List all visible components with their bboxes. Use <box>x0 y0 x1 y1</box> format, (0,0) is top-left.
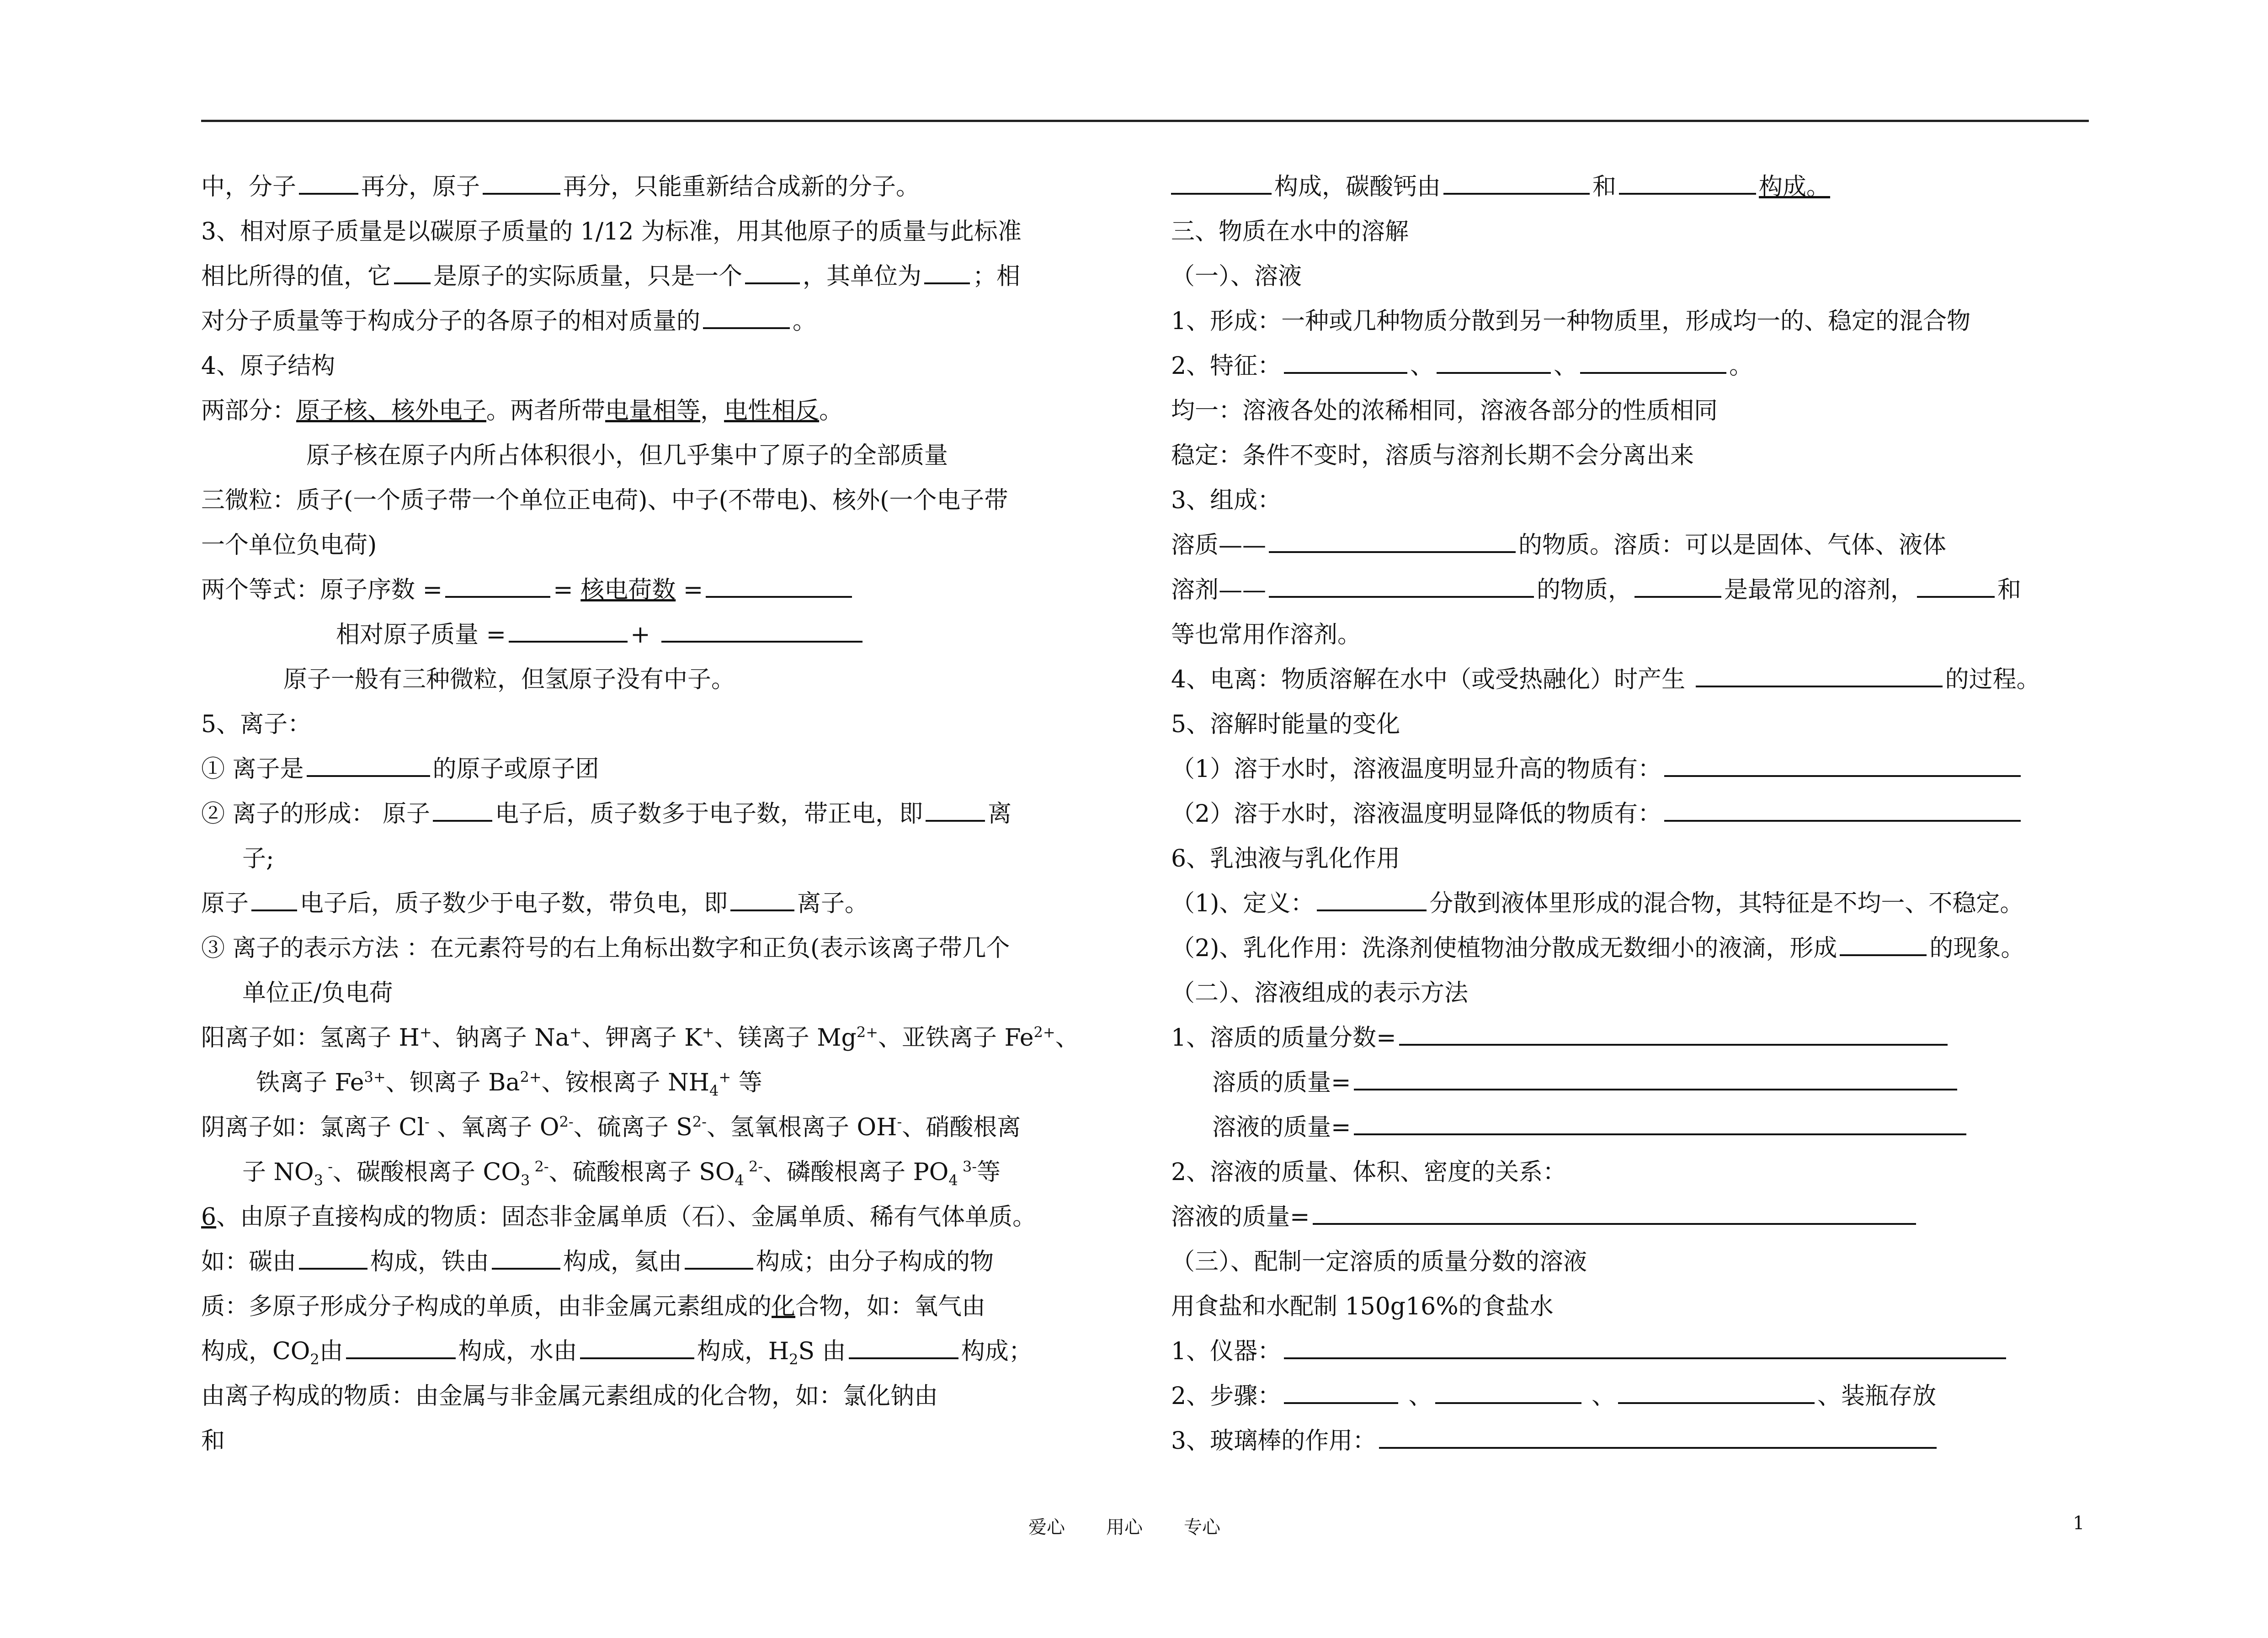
blank <box>1399 1021 1948 1046</box>
anion-examples: 子 $NO_3$ -、碳酸根离子 $CO_3$ $^{2-}$、硫酸根离子 $SO_4$ $^{2-}$、磷酸根离子 $PO_4$ $^{3-}$等 <box>242 1158 1001 1189</box>
blank <box>1354 1066 1957 1090</box>
blank <box>1580 349 1726 374</box>
blank <box>1313 1200 1916 1225</box>
text-line: 三微粒：质子(一个质子带一个单位正电荷)、中子(不带电)、核外(一个电子带 <box>201 487 1008 514</box>
text-line: 等也常用作溶剂。 <box>1171 621 1362 649</box>
blank <box>492 1245 560 1270</box>
blank <box>1284 1335 2006 1359</box>
page-number: 1 <box>2073 1513 2085 1534</box>
text-line: 两个等式：原子序数 = = 核电荷数 = <box>201 568 1129 612</box>
blank <box>1619 170 1756 195</box>
text-line: 单位正/负电荷 <box>242 979 393 1007</box>
text-line: ② 离子的形成： 原子 电子后，质子数多于电子数，带正电，即 离 <box>201 792 1129 836</box>
text-line: 由离子构成的物质：由金属与非金属元素组成的化合物，如：氯化钠由 <box>201 1383 938 1410</box>
blank <box>1437 349 1551 374</box>
text-line: 中，分子 再分，原子 再分，只能重新结合成新的分子。 <box>201 165 1129 209</box>
text-line: 1、仪器： <box>1171 1329 2117 1374</box>
blank <box>1269 573 1534 598</box>
blank <box>1171 170 1272 195</box>
text-line: 相对原子质量 = + <box>201 612 1129 657</box>
blank <box>706 573 852 598</box>
text-line: 对分子质量等于构成分子的各原子的相对质量的 。 <box>201 299 1129 344</box>
section-heading: 3、组成： <box>1171 487 1282 514</box>
text-line: 2、特征： 、 、 。 <box>1171 344 2117 388</box>
text-line: 2、步骤： 、 、 、装瓶存放 <box>1171 1374 2117 1419</box>
blank <box>509 618 628 643</box>
text-line: 原子核在原子内所占体积很小，但几乎集中了原子的全部质量 <box>306 442 948 469</box>
text-line: 子; <box>242 845 274 872</box>
blank <box>1269 528 1516 553</box>
blank <box>394 260 431 284</box>
text-line: 原子 电子后，质子数少于电子数，带负电，即 离子。 <box>201 881 1129 926</box>
blank <box>1317 887 1427 911</box>
text-line: 用食盐和水配制 150g16%的食盐水 <box>1171 1293 1554 1320</box>
blank <box>745 260 800 284</box>
text-line: ③ 离子的表示方法 ：在元素符号的右上角标出数字和正负(表示该离子带几个 <box>201 935 1010 962</box>
blank <box>926 797 985 822</box>
blank <box>1840 931 1927 956</box>
footer-text: 专心 <box>1184 1517 1220 1538</box>
blank <box>924 260 970 284</box>
left-column <box>201 165 1129 1463</box>
section-heading: 6、乳浊液与乳化作用 <box>1171 845 1400 872</box>
blank <box>1443 170 1590 195</box>
section-heading: （三）、配制一定溶质的质量分数的溶液 <box>1171 1248 1587 1276</box>
text-line: 4、电离：物质溶解在水中（或受热融化）时产生 的过程。 <box>1171 657 2117 702</box>
blank <box>1664 797 2021 822</box>
text-line: 构成，$CO_2$由 构成，水由 构成，$H_2S$ 由 构成； <box>201 1329 1129 1374</box>
text-line: （2)、乳化作用：洗涤剂使植物油分散成无数细小的液滴，形成 的现象。 <box>1171 926 2117 971</box>
text-line: 1、形成：一种或几种物质分散到另一种物质里，形成均一的、稳定的混合物 <box>1171 308 1971 335</box>
blank <box>1634 573 1721 598</box>
cation-examples: 铁离子 $Fe^{3+}$、钡离子 $Ba^{2+}$、铵根离子 $NH_4^+$ 等 <box>256 1068 762 1100</box>
blank <box>1435 1379 1581 1404</box>
blank <box>1696 663 1943 687</box>
blank <box>1917 573 1995 598</box>
section-heading: （二）、溶液组成的表示方法 <box>1171 979 1469 1007</box>
blank <box>483 170 560 195</box>
text-line: 3、相对原子质量是以碳原子质量的 1/12 为标准，用其他原子的质量与此标准 <box>201 218 1022 245</box>
blank <box>730 887 794 911</box>
blank <box>346 1335 456 1359</box>
blank <box>703 304 790 329</box>
footer-text: 爱心 <box>1028 1517 1065 1538</box>
text-line: 两部分：原子核、核外电子。两者所带电量相等，电性相反。 <box>201 397 843 425</box>
section-heading: （一）、溶液 <box>1171 263 1302 290</box>
anion-examples: 阴离子如：氯离子 Cl- 、氧离子 $O^{2-}$、硫离子 $S^{2-}$、氢氧根离子 OH-、硝酸根离 <box>201 1113 1021 1141</box>
section-heading: 2、溶液的质量、体积、密度的关系： <box>1171 1159 1567 1186</box>
text-line: 溶液的质量= <box>1171 1195 2117 1239</box>
section-heading: 三、物质在水中的溶解 <box>1171 218 1409 245</box>
blank <box>1664 752 2021 777</box>
section-heading: 5、溶解时能量的变化 <box>1171 711 1400 738</box>
text-line: 质：多原子形成分子构成的单质，由非金属元素组成的化合物，如：氧气由 <box>201 1293 986 1320</box>
text-line: 如：碳由 构成，铁由 构成，氦由 构成；由分子构成的物 <box>201 1239 1129 1284</box>
text-line: （1）溶于水时，溶液温度明显升高的物质有： <box>1171 747 2117 792</box>
text-line: 溶质的质量= <box>1171 1060 2117 1105</box>
blank <box>1618 1379 1815 1404</box>
cation-examples: 阳离子如：氢离子 H+、钠离子 Na+、钾离子 K+、镁离子 $Mg^{2+}$、亚铁离子 $Fe^{2+}$、 <box>201 1023 1079 1052</box>
text-line: （2）溶于水时，溶液温度明显降低的物质有： <box>1171 792 2117 836</box>
text-line: 一个单位负电荷) <box>201 532 377 559</box>
blank <box>433 797 492 822</box>
text-line: 溶质—— 的物质。溶质：可以是固体、气体、液体 <box>1171 523 2117 568</box>
blank <box>445 573 550 598</box>
text-line: 溶剂—— 的物质， 是最常见的溶剂， 和 <box>1171 568 2117 612</box>
blank <box>1284 349 1407 374</box>
page-footer <box>1028 1513 1262 1539</box>
blank <box>580 1335 694 1359</box>
text-line: 构成，碳酸钙由 和 构成。 <box>1171 165 2117 209</box>
text-line: 相比所得的值，它 是原子的实际质量，只是一个 ，其单位为 ；相 <box>201 254 1129 299</box>
header-rule <box>201 120 2089 122</box>
section-heading: 5、离子： <box>201 711 312 738</box>
section-heading: 6、由原子直接构成的物质：固态非金属单质（石）、金属单质、稀有气体单质。 <box>201 1203 1037 1231</box>
blank <box>1354 1111 1966 1135</box>
right-column <box>1171 165 2117 1463</box>
blank <box>299 170 358 195</box>
blank <box>1284 1379 1398 1404</box>
text-line: （1)、定义： 分散到液体里形成的混合物，其特征是不均一、不稳定。 <box>1171 881 2117 926</box>
blank <box>299 1245 367 1270</box>
text-line: ① 离子是 的原子或原子团 <box>201 747 1129 792</box>
blank <box>661 618 862 643</box>
text-line: 3、玻璃棒的作用： <box>1171 1419 2117 1463</box>
blank <box>685 1245 753 1270</box>
blank <box>307 752 430 777</box>
section-heading: 4、原子结构 <box>201 352 335 380</box>
blank <box>251 887 297 911</box>
text-line: 1、溶质的质量分数= <box>1171 1016 2117 1060</box>
footer-text: 用心 <box>1106 1517 1143 1538</box>
text-line: 均一：溶液各处的浓稀相同，溶液各部分的性质相同 <box>1171 397 1718 425</box>
blank <box>849 1335 958 1359</box>
blank <box>1379 1424 1937 1449</box>
text-line: 溶液的质量= <box>1171 1105 2117 1150</box>
text-line: 原子一般有三种微粒，但氢原子没有中子。 <box>283 666 735 693</box>
text-line: 和 <box>201 1427 225 1455</box>
text-line: 稳定：条件不变时，溶质与溶剂长期不会分离出来 <box>1171 442 1694 469</box>
